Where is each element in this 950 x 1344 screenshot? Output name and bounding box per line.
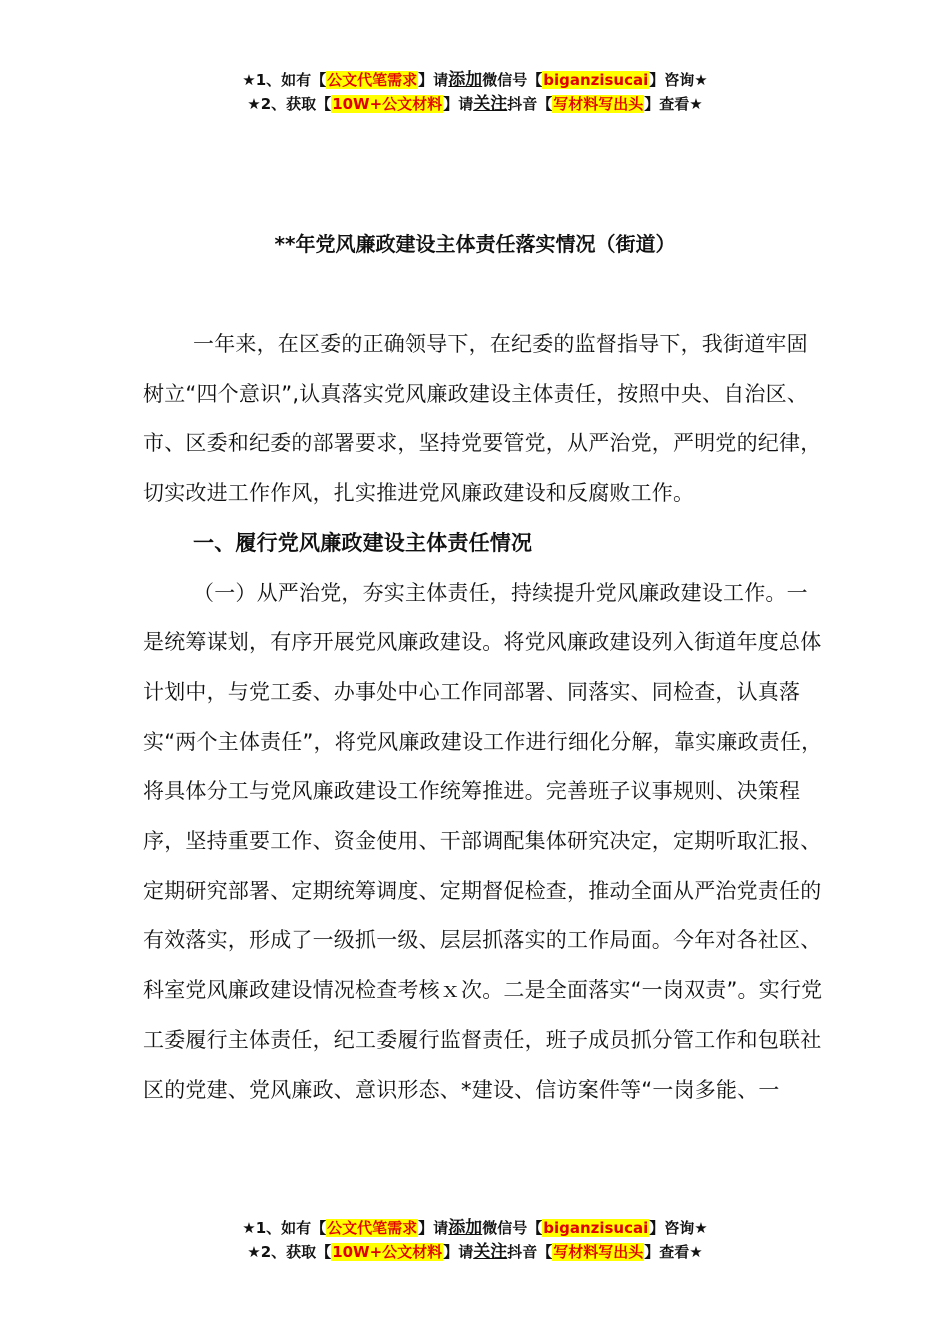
highlight-wechat-id: biganzisucai	[543, 71, 649, 89]
intro-paragraph: 一年来，在区委的正确领导下，在纪委的监督指导下，我街道牢固树立“四个意识”,认真落实党风廉政建设主体责任，按照中央、自治区、市、区委和纪委的部署要求，坚持党要管党，从严治党，严明党的纪律，切实改进工作作风，扎实推进党风廉政建设和反腐败工作。	[143, 332, 822, 506]
banner-text: 】查看★	[644, 95, 703, 113]
highlight-douyin-id: 写材料写出头	[553, 1243, 644, 1261]
banner-text: 微信号【	[482, 71, 543, 89]
section-heading: 一、履行党风廉政建设主体责任情况	[193, 530, 533, 555]
banner-text: ★1、如有【	[242, 71, 327, 89]
banner-text: ★1、如有【	[242, 1219, 327, 1237]
highlight-service: 公文代笔需求	[327, 1219, 418, 1237]
body-paragraph: （一）从严治党，夯实主体责任，持续提升党风廉政建设工作。一是统筹谋划，有序开展党风廉政建设。将党风廉政建设列入街道年度总体计划中，与党工委、办事处中心工作同部署、同落实、同检查，认真落实“两个主体责任”，将党风廉政建设工作进行细化分解，靠实廉政责任，将具体分工与党风廉政建设工作统筹推进。完善班子议事规则、决策程序，坚持重要工作、资金使用、干部调配集体研究决定，定期听取汇报、定期研究部署、定期统筹调度、定期督促检查，推动全面从严治党责任的有效落实，形成了一级抓一级、层层抓落实的工作局面。今年对各社区、科室党风廉政建设情况检查考核ｘ次。二是全面落实“一岗双责”。实行党工委履行主体责任，纪工委履行监督责任，班子成员抓分管工作和包联社区的党建、党风廉政、意识形态、*建设、信访案件等“一岗多能、一	[143, 580, 823, 1102]
highlight-douyin-id: 写材料写出头	[553, 95, 644, 113]
banner-text: ★2、获取【	[247, 1243, 332, 1261]
footer-banner	[0, 1216, 950, 1264]
banner-text: 】请	[418, 1219, 449, 1237]
banner-emphasis: 添加	[448, 1218, 483, 1238]
banner-emphasis: 关注	[473, 94, 508, 114]
banner-text: 抖音【	[507, 1243, 553, 1261]
highlight-wechat-id: biganzisucai	[543, 1219, 649, 1237]
banner-text: 】请	[443, 1243, 474, 1261]
banner-text: 】请	[418, 71, 449, 89]
banner-line-2	[0, 1240, 950, 1264]
header-banner	[0, 68, 950, 116]
banner-text: 】咨询★	[649, 1219, 708, 1237]
banner-text: 抖音【	[507, 95, 553, 113]
highlight-materials: 10W+公文材料	[332, 95, 443, 113]
banner-line-2	[0, 92, 950, 116]
highlight-materials: 10W+公文材料	[332, 1243, 443, 1261]
banner-text: 】查看★	[644, 1243, 703, 1261]
document-body	[143, 320, 823, 1115]
banner-emphasis: 添加	[448, 70, 483, 90]
banner-line-1	[0, 1216, 950, 1240]
banner-text: 】请	[443, 95, 474, 113]
banner-text: 】咨询★	[649, 71, 708, 89]
document-title: **年党风廉政建设主体责任落实情况（街道）	[274, 232, 676, 256]
banner-line-1	[0, 68, 950, 92]
banner-text: ★2、获取【	[247, 95, 332, 113]
banner-emphasis: 关注	[473, 1242, 508, 1262]
banner-text: 微信号【	[482, 1219, 543, 1237]
highlight-service: 公文代笔需求	[327, 71, 418, 89]
